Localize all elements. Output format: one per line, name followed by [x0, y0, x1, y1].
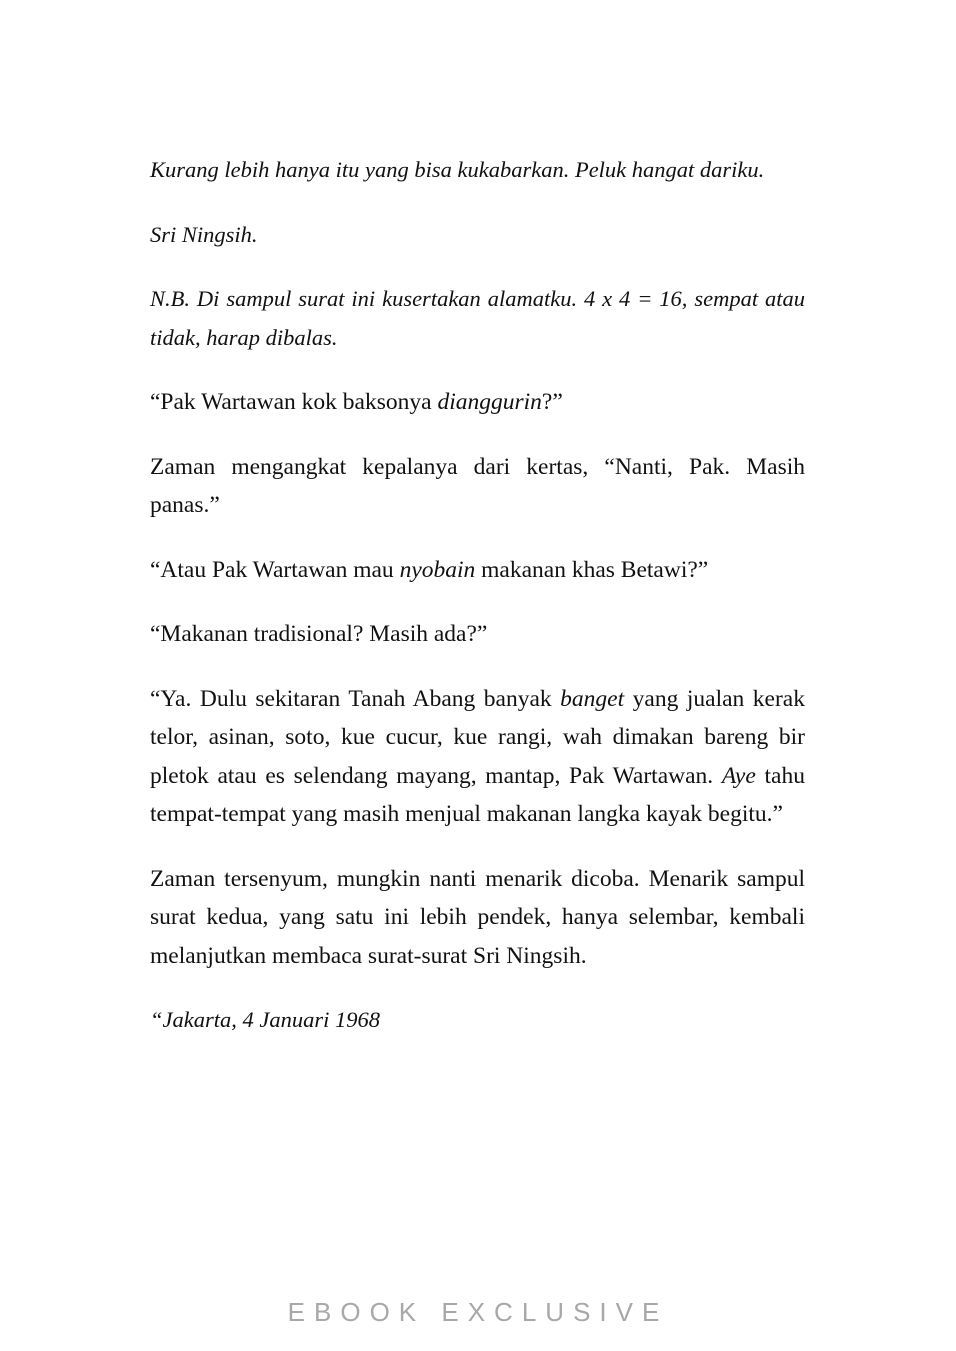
letter-postscript: N.B. Di sampul surat ini kusertakan alamatku. 4 x 4 = 16, sempat atau tidak, harap dibalas. [150, 286, 805, 350]
italic-word: dianggurin [437, 389, 542, 415]
dialogue-paragraph [150, 680, 805, 834]
narrative-paragraph: Zaman mengangkat kepalanya dari kertas, “Nanti, Pak. Masih panas.” [150, 453, 805, 518]
italic-word: banget [560, 685, 625, 712]
italic-word: nyobain [399, 556, 476, 583]
narrative-paragraph: Zaman tersenyum, mungkin nanti menarik dicoba. Menarik sampul surat kedua, yang satu ini lebih pendek, hanya selembar, kembali melanjutkan membaca surat-surat Sri Ningsih. [150, 865, 805, 969]
text-run: yang jualan kerak telor, asinan, soto, kue cucur, kue rangi, wah dimakan bareng bir pletok atau es selendang mayang, mantap, Pak Wartawan. [150, 685, 805, 789]
ebook-exclusive-footer: EBOOK EXCLUSIVE [287, 1297, 669, 1327]
text-run: ?” [541, 389, 563, 415]
letter-signature: Sri Ningsih. [150, 221, 258, 247]
text-run: “Ya. Dulu sekitaran Tanah Abang banyak [150, 685, 561, 712]
italic-word: Aye [721, 762, 756, 789]
text-run: makanan khas Betawi?” [475, 556, 709, 583]
letter-heading: “Jakarta, 4 Januari 1968 [150, 1007, 380, 1032]
letter-closing-paragraph: Kurang lebih hanya itu yang bisa kukabarkan. Peluk hangat dariku. [150, 157, 765, 182]
text-run: “Pak Wartawan kok baksonya [150, 389, 438, 415]
dialogue-paragraph [150, 551, 805, 590]
dialogue-paragraph: “Makanan tradisional? Masih ada?” [150, 621, 488, 647]
text-run: “Atau Pak Wartawan mau [150, 556, 400, 583]
page-body [150, 151, 805, 1066]
text-run: tahu tempat-tempat yang masih menjual makanan langka kayak begitu.” [150, 762, 805, 827]
dialogue-paragraph [150, 383, 805, 422]
